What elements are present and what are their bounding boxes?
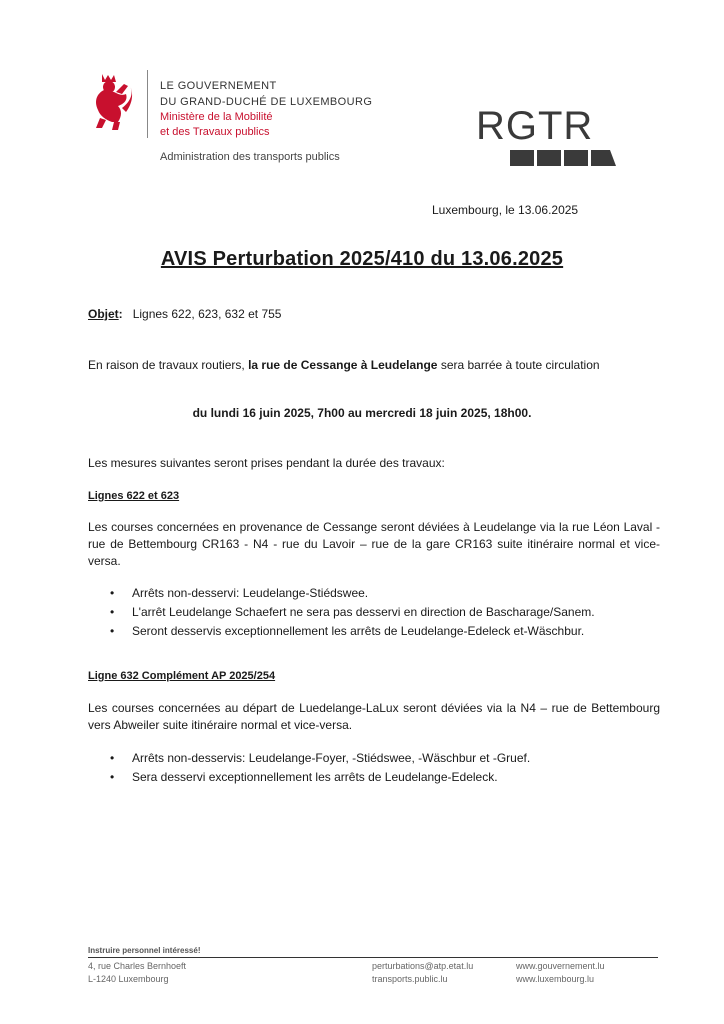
- footer-lux-site: www.luxembourg.lu: [516, 974, 595, 984]
- bullet-icon: •: [110, 770, 115, 784]
- bullet-icon: •: [110, 586, 115, 600]
- footer-website: transports.public.lu: [372, 974, 448, 984]
- list-item: [107, 750, 530, 767]
- gov-line-2: DU GRAND-DUCHÉ DE LUXEMBOURG: [160, 96, 373, 108]
- section1-heading: Lignes 622 et 623: [88, 490, 180, 502]
- period-line: du lundi 16 juin 2025, 7h00 au mercredi 18 juin 2025, 18h00.: [192, 406, 532, 420]
- date-line: Luxembourg, le 13.06.2025: [432, 203, 579, 217]
- objet-text: Lignes 622, 623, 632 et 755: [132, 307, 282, 321]
- list-item-text: Sera desservi exceptionnellement les arrêts de Leudelange-Edeleck.: [132, 770, 498, 784]
- list-item-text: Seront desservis exceptionnellement les arrêts de Leudelange-Edeleck et-Wäschbur.: [132, 624, 585, 638]
- list-item: [107, 623, 595, 640]
- list-item: [107, 585, 595, 602]
- rgtr-logo-text: RGTR: [476, 104, 594, 148]
- objet-line: [88, 306, 281, 323]
- footer-address-2: L-1240 Luxembourg: [88, 974, 169, 984]
- measures-intro: Les mesures suivantes seront prises pendant la durée des travaux:: [88, 456, 445, 470]
- objet-label: Objet: [88, 307, 119, 321]
- ministry-line-1: Ministère de la Mobilité: [160, 111, 273, 123]
- section2-text: Les courses concernées au départ de Luedelange-LaLux seront déviées via la N4 – rue de Bettembourg vers Abweiler suite itinéraire normal et vice-versa.: [88, 701, 660, 732]
- intro-paragraph: [88, 357, 600, 374]
- list-item-text: Arrêts non-desservis: Leudelange-Foyer, -Stiédswee, -Wäschbur et -Gruef.: [132, 751, 531, 765]
- rgtr-bars-icon: [510, 150, 616, 166]
- luxembourg-lion-icon: [88, 72, 136, 132]
- list-item: [107, 769, 530, 786]
- section2-bullet-list: [107, 750, 530, 788]
- section2-heading: Ligne 632 Complément AP 2025/254: [88, 670, 276, 682]
- header-divider: [147, 70, 148, 138]
- footer-address-1: 4, rue Charles Bernhoeft: [88, 961, 187, 971]
- administration-name: Administration des transports publics: [160, 151, 340, 163]
- page-title: AVIS Perturbation 2025/410 du 13.06.2025: [160, 248, 564, 270]
- section1-bullet-list: [107, 585, 595, 642]
- bullet-icon: •: [110, 624, 115, 638]
- section1-text: Les courses concernées en provenance de Cessange seront déviées à Leudelange via la rue Léon Laval - rue de Bettembourg CR163 - N4 - rue du Lavoir – rue de la gare CR163 suite itinéraire normal et vice-versa.: [88, 520, 660, 568]
- footer-heading: Instruire personnel intéressé!: [88, 946, 201, 955]
- footer-gov-site: www.gouvernement.lu: [516, 961, 605, 971]
- list-item-text: Arrêts non-desservi: Leudelange-Stiédswee.: [132, 586, 369, 600]
- bullet-icon: •: [110, 751, 115, 765]
- intro-after: sera barrée à toute circulation: [437, 358, 600, 372]
- intro-before: En raison de travaux routiers,: [88, 358, 249, 372]
- bullet-icon: •: [110, 605, 115, 619]
- list-item: [107, 604, 595, 621]
- list-item-text: L'arrêt Leudelange Schaefert ne sera pas desservi en direction de Bascharage/Sanem.: [132, 605, 595, 619]
- footer-divider: [88, 957, 658, 958]
- ministry-line-2: et des Travaux publics: [160, 126, 270, 138]
- intro-bold: la rue de Cessange à Leudelange: [248, 358, 438, 372]
- objet-colon: :: [118, 307, 123, 321]
- gov-line-1: LE GOUVERNEMENT: [160, 80, 277, 92]
- footer-email: perturbations@atp.etat.lu: [372, 961, 474, 971]
